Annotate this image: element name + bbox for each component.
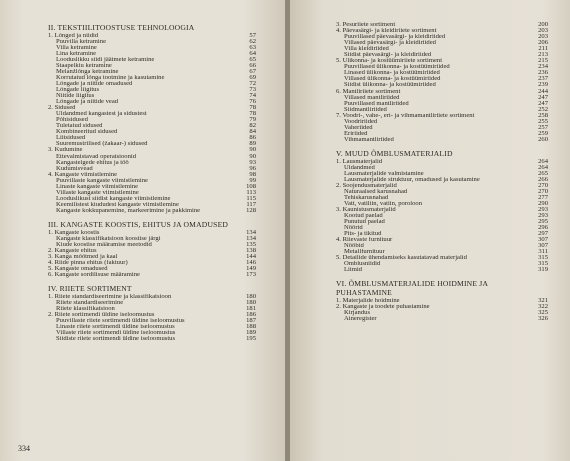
toc-entry-page: 264 <box>538 163 548 171</box>
toc-entry-page: 186 <box>246 310 256 318</box>
toc-entry-page: 247 <box>538 99 548 107</box>
toc-entry-title: Puuvillaste riiete sortimendi üldine iseloomustus <box>56 317 185 324</box>
toc-entry-page: 144 <box>246 252 256 260</box>
toc-entry-page: 64 <box>249 49 256 57</box>
toc-entry-title: 4. Riievaste furnituur <box>336 237 393 244</box>
toc-entry-page: 266 <box>538 175 548 183</box>
toc-entry-page: 73 <box>249 86 256 94</box>
toc-entry-title: Vaheriided <box>344 124 373 131</box>
toc-entry-title: Korrutatud lõnga tootmine ja kasutamine <box>56 74 165 81</box>
toc-entry-title: Lina ketramine <box>56 50 97 57</box>
toc-entry-page: 295 <box>538 218 548 225</box>
toc-entry-page: 74 <box>249 92 256 100</box>
toc-entry-title: Põhisidused <box>56 117 88 124</box>
toc-entry-page: 255 <box>538 117 548 125</box>
toc-entry-title: Punutud paelad <box>344 219 385 225</box>
toc-entry-page: 293 <box>538 205 548 213</box>
toc-entry-page: 188 <box>246 322 256 330</box>
toc-entry-title: Puuvillaste kangaste viimistlemine <box>56 177 148 184</box>
toc-entry-page: 234 <box>538 63 548 71</box>
toc-entry-title: 2. Kangaste ehitus <box>48 247 97 254</box>
toc-entry-title: Nöörid <box>344 225 363 232</box>
toc-entry-title: Üldandmed kangastest ja sidustest <box>56 111 147 118</box>
section-heading: II. TEKSTIILITOOSTUSE TEHNOLOOGIA <box>48 23 195 32</box>
section-heading: III. KANGASTE KOOSTIS, EHITUS JA OMADUSED <box>48 220 229 229</box>
toc-entry-page: 79 <box>249 116 256 124</box>
toc-entry-title: Villased päevasärgi- ja kleidiriided <box>344 40 436 47</box>
toc-entry-title: Melanžlõnga ketramine <box>56 68 119 75</box>
toc-entry-page: 326 <box>538 314 548 322</box>
toc-entry-title: Siidiste riiete sortimendi üldine iseloomustus <box>56 335 176 342</box>
toc-entry-page: 57 <box>249 31 256 39</box>
toc-entry-title: Siidist ülikonna- ja kostüümiriided <box>344 82 436 89</box>
toc-entry-page: 62 <box>249 37 256 45</box>
toc-entry-title: 3. Pesuriiete sortiment <box>336 22 396 28</box>
toc-entry-title: 6. Mantliriiete sortiment <box>336 88 401 95</box>
toc-entry-page: 244 <box>538 87 548 95</box>
toc-entry-page: 84 <box>249 128 256 136</box>
toc-entry-page: 72 <box>249 79 256 87</box>
right-toc-column <box>336 22 548 322</box>
toc-entry-title: Kangastelgede ehitus ja töö <box>56 159 129 166</box>
page-number: 334 <box>18 444 30 453</box>
toc-entry-title: 4. Riide pinna ehitus (faktuur) <box>48 259 128 266</box>
toc-entry-title: 1. Kangaste koostis <box>48 229 100 236</box>
toc-entry-title: Staapelkiu ketramine <box>56 62 112 69</box>
toc-entry-title: Üldandmed <box>344 164 375 171</box>
toc-entry-page: 115 <box>246 194 256 202</box>
toc-entry-title: 4. Kangaste viimistlemine <box>48 171 118 178</box>
toc-entry-page: 128 <box>246 206 256 214</box>
toc-entry-title: Kootud paelad <box>344 212 383 219</box>
toc-entry-page: 78 <box>249 110 256 118</box>
toc-entry-page: 138 <box>246 246 256 254</box>
toc-entry-title: Puuvillased ülikonna- ja kostüümiriided <box>344 64 450 71</box>
toc-entry-title: 1. Lausmaterjalid <box>336 158 383 165</box>
toc-entry-page: 307 <box>538 236 548 244</box>
toc-entry-page: 173 <box>246 270 256 278</box>
toc-entry-page: 135 <box>246 240 256 248</box>
toc-entry-page: 315 <box>538 260 548 268</box>
toc-entry-title: Kiude koostise määramise meetodid <box>56 241 152 248</box>
toc-entry-page: 66 <box>249 61 256 69</box>
toc-entry-page: 270 <box>538 181 548 189</box>
toc-entry-title: Tuletatud sidused <box>56 123 103 130</box>
toc-entry-page: 259 <box>538 129 548 137</box>
toc-entry-page: 86 <box>249 134 256 142</box>
toc-entry-title: Villa kleidiriided <box>344 46 389 53</box>
toc-entry-title: Villased mantliriided <box>344 94 400 101</box>
toc-entry-page: 277 <box>538 193 548 201</box>
toc-entry <box>336 267 548 273</box>
toc-entry-page: 239 <box>538 81 548 89</box>
toc-entry-title: Lõngade ja niitide vead <box>56 99 119 106</box>
toc-entry-page: 98 <box>249 170 256 178</box>
toc-entry-title: Kirjandus <box>344 309 371 316</box>
toc-entry-title: Villa ketramine <box>56 44 97 51</box>
right-page <box>290 0 570 461</box>
toc-entry-page: 206 <box>538 39 548 47</box>
toc-entry-title: Siidist päevasärgi- ja kleidiriided <box>344 52 432 59</box>
toc-entry-page: 203 <box>538 27 548 35</box>
toc-entry-title: Suuremustrilised (žakaar-) sidused <box>56 141 148 148</box>
toc-entry-page: 82 <box>249 122 256 130</box>
toc-entry-title: Linased ülikonna- ja kostüümiriided <box>344 70 440 77</box>
toc-entry-title: 5. Ülikonna- ja kostüümiriiete sortiment <box>336 58 443 65</box>
toc-entry-page: 213 <box>538 51 548 59</box>
toc-entry-page: 311 <box>538 248 548 256</box>
toc-entry-page: 63 <box>249 43 256 51</box>
toc-entry-title: Liitsidused <box>56 135 86 142</box>
toc-entry-page: 270 <box>538 187 548 195</box>
toc-entry-title: Tehiskarusnahad <box>344 194 389 201</box>
toc-entry-page: 290 <box>538 199 548 207</box>
toc-entry-title: 4. Päevasärgi- ja kleidiriiete sortiment <box>336 28 437 35</box>
toc-entry-page: 297 <box>538 230 548 238</box>
toc-entry-page: 265 <box>538 169 548 177</box>
toc-entry-page: 258 <box>538 111 548 119</box>
toc-entry-title: Kombineeritud sidused <box>56 129 118 136</box>
toc-entry-page: 257 <box>538 123 548 131</box>
toc-entry-page: 200 <box>538 21 548 28</box>
toc-entry-title: Nööbid <box>344 243 364 250</box>
toc-entry-title: Lõngade ja niitide omadused <box>56 80 133 87</box>
toc-entry-page: 134 <box>246 234 256 242</box>
toc-entry-title: 1. Riiete standardiseerimine ja klassifikatsioon <box>48 293 172 300</box>
toc-entry-title: Metallfurnituur <box>344 249 385 256</box>
toc-entry-title: Aineregister <box>344 315 377 322</box>
toc-entry-page: 65 <box>249 55 256 63</box>
toc-entry-page: 117 <box>246 200 256 208</box>
toc-entry-title: Riiete standardiseerimine <box>56 299 124 306</box>
toc-entry-title: Villased ülikonna- ja kostüümiriided <box>344 76 441 83</box>
toc-entry-title: 5. Kangaste omadused <box>48 265 108 272</box>
toc-entry-title: Lausmaterjalide valmistamine <box>344 170 424 177</box>
toc-entry-page: 293 <box>538 211 548 219</box>
toc-entry <box>336 137 548 143</box>
toc-entry-title: 1. Lõnged ja niidid <box>48 32 99 39</box>
toc-entry-page: 264 <box>538 157 548 165</box>
section-heading: V. MUUD ÕMBLUSMATERJALID <box>336 148 453 158</box>
toc-entry-page: 93 <box>249 158 256 166</box>
toc-entry-page: 78 <box>249 104 256 112</box>
toc-entry-page: 203 <box>538 33 548 41</box>
toc-entry-title: Puuvillased mantliriided <box>344 100 409 107</box>
toc-entry-title: Pits- ja tikitud <box>344 231 382 238</box>
toc-entry-page: 89 <box>249 140 256 148</box>
toc-entry-title: Keemilistest kiududest kangaste viimistlemine <box>56 201 179 208</box>
section-heading: VI. ÕMBLUSMATERJALIDE HOIDMINE JA PUHASTAMINE <box>336 279 488 298</box>
toc-entry-page: 113 <box>246 188 256 196</box>
toc-entry-page: 90 <box>249 146 256 154</box>
toc-entry-title: 7. Voodri-, vahe-, eri- ja vihmamantliriiete sortiment <box>336 112 475 119</box>
toc-entry-title: Vatt, vatiliin, vatiin, poroloon <box>344 200 423 207</box>
toc-entry-title: 2. Sidused <box>48 105 76 112</box>
toc-entry-title: 3. Kanga mõõtmed ja kaal <box>48 253 118 260</box>
toc-entry-page: 69 <box>249 73 256 81</box>
toc-entry-page: 236 <box>538 69 548 77</box>
section-heading: IV. RIIETE SORTIMENT <box>48 283 132 293</box>
toc-entry-title: Kangaste klassifikatsioon koostise järgi <box>56 235 161 242</box>
toc-entry-page: 325 <box>538 308 548 316</box>
toc-entry-page: 247 <box>538 93 548 101</box>
toc-entry <box>336 316 548 322</box>
toc-entry-page: 252 <box>538 105 548 113</box>
toc-entry-page: 211 <box>538 45 548 53</box>
toc-entry-page: 215 <box>538 57 548 65</box>
toc-entry-page: 189 <box>246 328 256 336</box>
toc-entry-title: 5. Detailide ühendamiseks kasutatavad materjalid <box>336 255 467 262</box>
toc-entry-title: Eririided <box>344 130 368 137</box>
toc-entry-title: Linaste riiete sortimendi üldine iseloomustus <box>56 323 175 330</box>
toc-entry-title: 2. Riiete sortimendi üldine iseloomustus <box>48 311 155 318</box>
toc-entry-title: Looduslikku siidi jäätmete ketramine <box>56 56 155 63</box>
toc-entry-title: Naturaalsed karusnahad <box>344 188 408 195</box>
toc-entry-title: Ettevalmistavad operatsioonid <box>56 153 137 160</box>
toc-entry-page: 134 <box>246 228 256 236</box>
left-toc-column <box>48 24 256 342</box>
toc-entry-title: Niitide liigitus <box>56 93 95 100</box>
toc-entry-title: Puuvillased päevasärgi- ja kleidiriided <box>344 34 446 41</box>
toc-entry-title: 2. Soojendusmaterjalid <box>336 182 397 189</box>
toc-entry <box>48 208 256 214</box>
toc-entry-page: 99 <box>249 176 256 184</box>
toc-entry-page: 296 <box>538 224 548 232</box>
toc-entry-title: Lõngade liigitus <box>56 87 100 94</box>
toc-entry-page: 315 <box>538 254 548 262</box>
toc-entry-page: 76 <box>249 98 256 106</box>
toc-entry-page: 180 <box>246 292 256 300</box>
toc-entry-title: 1. Materjalide hoidmine <box>336 297 400 304</box>
toc-entry-page: 322 <box>538 302 548 310</box>
toc-entry-page: 96 <box>249 164 256 172</box>
toc-entry-page: 146 <box>246 258 256 266</box>
toc-entry-title: 6. Kangaste sordilisuse määramine <box>48 271 140 278</box>
toc-entry-title: Kangaste kokkupanemine, markeerimine ja pakkimine <box>56 207 201 214</box>
toc-entry-page: 90 <box>249 152 256 160</box>
toc-entry-title: Lausmaterjalide struktuur, omadused ja kasutamine <box>344 176 480 183</box>
toc-entry-title: Linaste kangaste viimistlemine <box>56 183 139 190</box>
toc-entry-page: 237 <box>538 75 548 83</box>
toc-entry-page: 181 <box>246 304 256 312</box>
toc-entry <box>48 272 256 278</box>
toc-entry-title: Riiete klassifikatsioon <box>56 305 115 312</box>
toc-entry-title: Looduslikust siidist kangaste viimistlemine <box>56 195 171 202</box>
toc-entry-page: 67 <box>249 67 256 75</box>
toc-entry-title: 3. Kaunistusmaterjalid <box>336 206 396 213</box>
toc-entry-page: 149 <box>246 264 256 272</box>
toc-entry-title: Siidmantliriided <box>344 106 387 113</box>
toc-entry-title: Liimid <box>344 267 362 274</box>
toc-entry-title: Villaste kangaste viimistlemine <box>56 189 139 196</box>
toc-entry-page: 321 <box>538 296 548 304</box>
toc-entry <box>48 336 256 342</box>
toc-entry-page: 195 <box>246 334 256 342</box>
toc-entry-page: 108 <box>246 182 256 190</box>
toc-entry-page: 180 <box>246 298 256 306</box>
toc-entry-title: 3. Kudumine <box>48 147 83 154</box>
toc-entry-page: 319 <box>538 266 548 274</box>
toc-entry-title: Villaste riiete sortimendi üldine iseloomustus <box>56 329 176 336</box>
toc-entry-title: 2. Kangaste ja toodete puhastamine <box>336 303 430 310</box>
toc-entry-page: 260 <box>538 135 548 143</box>
toc-entry-title: Voodririided <box>344 118 378 125</box>
toc-entry-page: 307 <box>538 242 548 250</box>
toc-entry-title: Puuvilla ketramine <box>56 38 106 45</box>
toc-entry-title: Õmblusniidid <box>344 261 381 268</box>
toc-entry-title: Kudumisvead <box>56 165 93 172</box>
toc-entry-page: 187 <box>246 316 256 324</box>
toc-entry-title: Vihmamantliriided <box>344 136 394 143</box>
